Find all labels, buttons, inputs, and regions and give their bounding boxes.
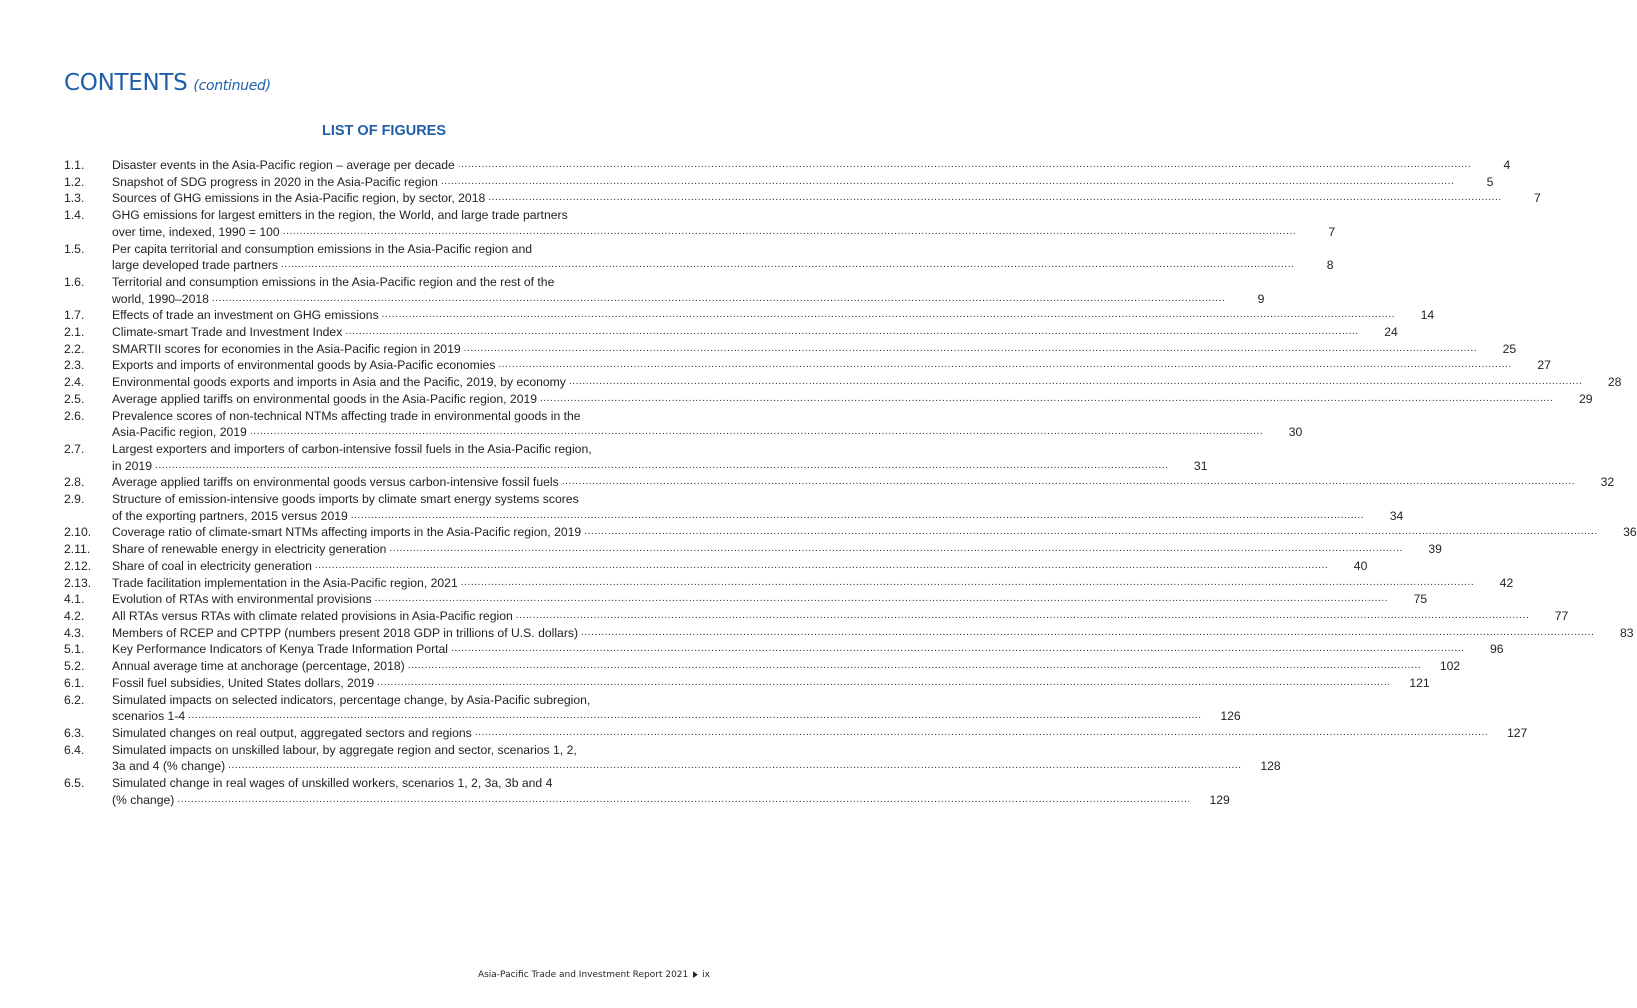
dot-leader: ............................................................................................................................................................................................................................................................................................................ [188,710,1202,722]
figure-title-text: Climate-smart Trade and Investment Index [112,325,343,340]
figure-entry[interactable] [64,541,1442,558]
figure-number: 4.3. [64,625,85,640]
figure-title-line [112,374,1585,391]
dot-leader: ............................................................................................................................................................................................................................................................................................................ [381,309,1396,321]
figure-entry[interactable] [64,374,1622,391]
figure-entry[interactable] [64,625,1634,642]
figure-number: 2.5. [64,391,85,406]
figure-title-line [112,207,1299,224]
figure-number: 1.4. [64,208,85,223]
figure-entry[interactable] [64,241,1334,274]
figure-title-line [112,157,1474,174]
figure-title [112,591,1391,608]
figure-title [112,391,1557,408]
figure-page-number: 96 [1489,642,1504,657]
list-of-figures-title: LIST OF FIGURES [321,123,447,139]
figure-title-line [112,758,1245,775]
figure-title [112,274,1228,307]
figure-entry[interactable] [64,725,1528,742]
figure-entry[interactable] [64,491,1404,524]
figure-entry[interactable] [64,357,1551,374]
figure-title-text: Effects of trade an investment on GHG emissions [112,308,379,323]
figure-title-line [112,625,1598,642]
figure-title-line [112,324,1362,341]
figure-page-number: 36 [1623,525,1637,540]
figure-entry[interactable] [64,524,1637,541]
figure-title-line [112,224,1299,241]
figure-number: 1.5. [64,241,85,256]
figure-entry[interactable] [64,641,1504,658]
figure-title-line [112,692,1205,709]
figure-title-text: in 2019 [112,458,152,473]
figure-number: 2.1. [64,325,85,340]
dot-leader: ............................................................................................................................................................................................................................................................................................................ [488,192,1502,204]
figure-title-line [112,558,1331,575]
dot-leader: ............................................................................................................................................................................................................................................................................................................ [281,259,1295,271]
figure-number: 2.9. [64,492,85,507]
figure-page-number: 9 [1257,291,1265,306]
figure-title-text: Structure of emission-intensive goods imports by climate smart energy systems scores [112,492,579,507]
figure-number: 5.1. [64,642,85,657]
figure-title-text: Disaster events in the Asia-Pacific region – average per decade [112,158,455,172]
figure-number: 2.7. [64,441,85,456]
figure-title [112,608,1532,625]
figure-title-text: over time, indexed, 1990 = 100 [112,224,280,239]
figure-title [112,241,1298,274]
figure-number: 2.4. [64,375,85,390]
dot-leader: ............................................................................................................................................................................................................................................................................................................ [228,760,1242,772]
figure-entry[interactable] [64,157,1511,174]
figure-title [112,408,1266,441]
figure-number: 5.2. [64,659,85,674]
figure-title-line [112,541,1406,558]
figure-title-line [112,608,1532,625]
figure-entry[interactable] [64,408,1303,441]
dot-leader: ............................................................................................................................................................................................................................................................................................................ [463,342,1478,354]
figure-title [112,374,1585,391]
figure-title-text: Sources of GHG emissions in the Asia-Pacific region, by sector, 2018 [112,191,486,206]
figure-title-line [112,491,1367,508]
figure-title-text: Evolution of RTAs with environmental provisions [112,592,372,607]
dot-leader: ............................................................................................................................................................................................................................................................................................................ [249,426,1264,438]
figure-title-line [112,241,1298,258]
figure-title-text: world, 1990–2018 [112,291,209,306]
figure-title-line [112,508,1367,525]
dot-leader: ............................................................................................................................................................................................................................................................................................................ [211,292,1226,304]
page-footer [478,970,710,980]
figure-title-line [112,524,1601,541]
figure-title [112,174,1457,191]
dot-leader: ............................................................................................................................................................................................................................................................................................................ [584,526,1598,538]
figure-title-line [112,307,1398,324]
figure-title-line [112,424,1266,441]
dot-leader: ............................................................................................................................................................................................................................................................................................................ [498,359,1512,371]
dot-leader: ............................................................................................................................................................................................................................................................................................................ [314,559,1329,571]
figure-number: 4.1. [64,592,85,607]
figure-title-line [112,458,1171,475]
figure-number: 1.3. [64,191,85,206]
figure-title-text: Annual average time at anchorage (percentage, 2018) [112,659,405,674]
figure-title-text: Simulated changes on real output, aggregated sectors and regions [112,725,472,740]
figure-title [112,658,1424,675]
figure-title-text: (% change) [112,792,175,807]
figure-title [112,357,1515,374]
figure-title [112,775,1194,808]
figure-title [112,207,1299,240]
figure-number: 4.2. [64,608,85,623]
figure-title-line [112,190,1505,207]
figure-entry[interactable] [64,274,1265,307]
figure-title-line [112,441,1171,458]
figure-title-text: 3a and 4 (% change) [112,759,226,774]
figure-title-line [112,641,1468,658]
dot-leader: ............................................................................................................................................................................................................................................................................................................ [282,225,1297,237]
figure-title-line [112,725,1491,742]
figure-number: 1.2. [64,174,85,189]
figure-title-text: scenarios 1-4 [112,709,186,724]
figure-title [112,742,1245,775]
figure-title-text: Average applied tariffs on environmental goods versus carbon-intensive fossil fuels [112,475,559,490]
figure-page-number: 83 [1619,625,1634,640]
figure-entry[interactable] [64,391,1593,408]
dot-leader: ............................................................................................................................................................................................................................................................................................................ [154,459,1169,471]
figure-title-line [112,408,1266,425]
dot-leader: ............................................................................................................................................................................................................................................................................................................ [460,576,1475,588]
dot-leader: ............................................................................................................................................................................................................................................................................................................ [581,626,1595,638]
figure-title-text: All RTAs versus RTAs with climate related provisions in Asia-Pacific region [112,608,513,623]
figure-page-number: 39 [1428,542,1442,557]
figure-page-number: 128 [1260,759,1281,774]
figure-title [112,541,1406,558]
figure-number: 1.1. [64,158,85,172]
figure-number: 2.6. [64,408,85,423]
figure-title-text: Key Performance Indicators of Kenya Trade Information Portal [112,642,449,657]
footer-report-title: Asia-Pacific Trade and Investment Report 2021 [477,970,689,980]
figure-page-number: 32 [1600,475,1615,490]
figure-title-text: Share of coal in electricity generation [112,558,312,573]
figure-title-line [112,341,1480,358]
figure-entry[interactable] [64,207,1336,240]
figure-number: 2.8. [64,475,85,490]
figure-title-line [112,357,1515,374]
figure-title-line [112,675,1394,692]
figure-page-number: 25 [1502,341,1517,356]
figure-title-line [112,274,1228,291]
figure-title-text: Trade facilitation implementation in the Asia-Pacific region, 2021 [112,575,458,590]
page-heading [64,70,271,96]
dot-leader: ............................................................................................................................................................................................................................................................................................................ [407,660,1422,672]
figure-number: 2.13. [64,575,92,590]
dot-leader: ............................................................................................................................................................................................................................................................................................................ [451,643,1465,655]
figure-title-text: Simulated impacts on unskilled labour, by aggregate region and sector, scenarios 1, 2, [112,742,577,757]
arrow-right-icon: ▶ [693,970,699,980]
figure-number: 1.6. [64,274,85,289]
figure-entry[interactable] [64,608,1569,625]
figure-title [112,341,1480,358]
figure-page-number: 126 [1220,709,1241,724]
figure-title [112,558,1331,575]
figure-title-text: Members of RCEP and CPTPP (numbers present 2018 GDP in trillions of U.S. dollars) [112,625,579,640]
figure-title [112,524,1601,541]
figure-title [112,474,1578,491]
dot-leader: ............................................................................................................................................................................................................................................................................................................ [345,326,1359,338]
figure-title-text: SMARTII scores for economies in the Asia-Pacific region in 2019 [112,341,461,356]
figure-entry[interactable] [64,692,1241,725]
figure-title-line [112,591,1391,608]
figure-title [112,675,1394,692]
figure-entry[interactable] [64,675,1430,692]
figure-page-number: 34 [1389,508,1404,523]
figure-page-number: 75 [1413,592,1428,607]
figure-title-text: Exports and imports of environmental goods by Asia-Pacific economies [112,358,496,373]
figure-page-number: 14 [1420,308,1435,323]
figure-title-line [112,792,1194,809]
figure-title-line [112,257,1298,274]
figure-title [112,641,1468,658]
figure-title-text: Share of renewable energy in electricity generation [112,542,387,557]
figure-title-text: Coverage ratio of climate-smart NTMs affecting imports in the Asia-Pacific region, 2019 [112,525,582,540]
figure-title-text: of the exporting partners, 2015 versus 2019 [112,508,348,523]
dot-leader: ............................................................................................................................................................................................................................................................................................................ [474,726,1489,738]
figure-title-line [112,391,1557,408]
figure-number: 6.1. [64,675,85,690]
figure-title-line [112,775,1194,792]
figure-title [112,157,1474,174]
figure-page-number: 28 [1607,375,1622,390]
figure-page-number: 121 [1409,675,1430,690]
figure-entry[interactable] [64,775,1230,808]
figure-page-number: 24 [1384,325,1398,340]
figure-entry[interactable] [64,558,1368,575]
figure-title-text: Territorial and consumption emissions in the Asia-Pacific region and the rest of the [112,274,555,289]
figure-page-number: 77 [1554,608,1569,623]
figure-title [112,324,1362,341]
dot-leader: ............................................................................................................................................................................................................................................................................................................ [374,593,1389,605]
figure-page-number: 29 [1578,391,1593,406]
figure-title [112,491,1367,524]
figure-title-line [112,575,1477,592]
figure-title-line [112,708,1205,725]
figure-title-text: Snapshot of SDG progress in 2020 in the Asia-Pacific region [112,174,438,189]
figure-title-text: Asia-Pacific region, 2019 [112,425,247,440]
dot-leader: ............................................................................................................................................................................................................................................................................................................ [389,543,1403,555]
figure-title-text: Environmental goods exports and imports in Asia and the Pacific, 2019, by economy [112,375,566,390]
figure-title [112,725,1491,742]
dot-leader: ............................................................................................................................................................................................................................................................................................................ [540,392,1554,404]
figure-title-line [112,658,1424,675]
figure-page-number: 30 [1288,425,1303,440]
figure-entry[interactable] [64,324,1398,341]
figure-number: 2.11. [64,542,91,557]
dot-leader: ............................................................................................................................................................................................................................................................................................................ [177,793,1191,805]
figure-page-number: 27 [1537,358,1551,373]
figure-entry[interactable] [64,658,1461,675]
figure-title-line [112,291,1228,308]
figure-title-text: Per capita territorial and consumption emissions in the Asia-Pacific region and [112,241,533,256]
figure-entry[interactable] [64,341,1517,358]
figure-number: 2.2. [64,341,85,356]
figure-title-line [112,474,1578,491]
figure-title-line [112,174,1457,191]
figure-page-number: 4 [1503,158,1511,172]
figure-title [112,692,1205,725]
figure-title-text: Largest exporters and importers of carbon-intensive fossil fuels in the Asia-Pacific region, [112,441,592,456]
dot-leader: ............................................................................................................................................................................................................................................................................................................ [350,509,1365,521]
dot-leader: ............................................................................................................................................................................................................................................................................................................ [568,376,1583,388]
continued-label: (continued) [193,78,271,94]
figure-title [112,307,1398,324]
figure-entry[interactable] [64,575,1514,592]
figure-entry[interactable] [64,307,1435,324]
contents-title: CONTENTS [64,70,188,96]
figure-entry[interactable] [64,474,1615,491]
figure-title [112,625,1598,642]
figure-list [64,157,1637,808]
figure-title [112,575,1477,592]
figure-number: 6.3. [64,725,85,740]
figure-page-number: 129 [1209,792,1230,807]
figure-page-number: 102 [1439,659,1461,674]
figure-title-text: large developed trade partners [112,258,278,273]
figure-page-number: 127 [1506,725,1528,740]
figure-page-number: 42 [1499,575,1514,590]
dot-leader: ............................................................................................................................................................................................................................................................................................................ [457,159,1472,170]
figure-number: 1.7. [64,308,85,323]
figure-title-text: Simulated change in real wages of unskilled workers, scenarios 1, 2, 3a, 3b and 4 [112,776,553,791]
footer-page-number: ix [702,970,710,980]
figure-title [112,441,1171,474]
figure-entry[interactable] [64,742,1281,775]
figure-page-number: 7 [1328,224,1336,239]
figure-number: 6.4. [64,742,85,757]
figure-entry[interactable] [64,441,1208,474]
figure-title-text: Simulated impacts on selected indicators, percentage change, by Asia-Pacific subregion, [112,692,591,707]
figure-page-number: 5 [1486,174,1494,189]
figure-title-text: Prevalence scores of non-technical NTMs affecting trade in environmental goods in the [112,408,581,423]
figure-page-number: 8 [1326,258,1334,273]
figure-page-number: 40 [1353,558,1368,573]
figure-number: 2.10. [64,525,92,540]
figure-title [112,190,1505,207]
figure-number: 6.5. [64,776,85,791]
dot-leader: ............................................................................................................................................................................................................................................................................................................ [561,476,1576,488]
figure-title-line [112,742,1245,759]
figure-entry[interactable] [64,591,1428,608]
figure-number: 6.2. [64,692,85,707]
figure-entry[interactable] [64,190,1541,207]
figure-entry[interactable] [64,174,1494,191]
figure-page-number: 7 [1533,191,1541,206]
dot-leader: ............................................................................................................................................................................................................................................................................................................ [377,676,1391,688]
figure-title-text: GHG emissions for largest emitters in the region, the World, and large trade partners [112,208,568,223]
figure-number: 2.3. [64,358,85,373]
figure-title-text: Fossil fuel subsidies, United States dollars, 2019 [112,675,375,690]
dot-leader: ............................................................................................................................................................................................................................................................................................................ [515,609,1530,621]
figure-page-number: 31 [1193,458,1208,473]
dot-leader: ............................................................................................................................................................................................................................................................................................................ [440,175,1455,187]
figure-number: 2.12. [64,558,92,573]
figure-title-text: Average applied tariffs on environmental goods in the Asia-Pacific region, 2019 [112,391,538,406]
